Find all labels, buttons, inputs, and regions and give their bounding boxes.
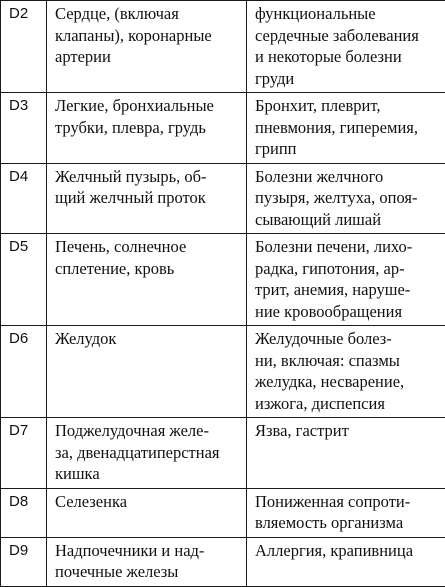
- vertebra-code: D6: [1, 326, 47, 418]
- diseases-cell: функциональные сердечные заболевания и некоторые болезни груди: [247, 1, 445, 93]
- diseases-cell: Бронхит, плеврит, пневмония, гиперемия, грипп: [247, 93, 445, 164]
- table-row: [1, 418, 445, 489]
- table-row: [1, 326, 445, 418]
- diseases-cell: Болезни печени, лихо- радка, гипотония, ар- трит, анемия, наруше- ние кровообращения: [247, 234, 445, 326]
- organs-cell: Селезенка: [47, 488, 247, 537]
- vertebra-code: D3: [1, 93, 47, 164]
- table-row: [1, 1, 445, 93]
- organs-cell: Печень, солнечное сплетение, кровь: [47, 234, 247, 326]
- organs-cell: Надпочечники и над- почечные железы: [47, 537, 247, 586]
- diseases-cell: Аллергия, крапивница: [247, 537, 445, 586]
- vertebra-code: D8: [1, 488, 47, 537]
- diseases-cell: Язва, гастрит: [247, 418, 445, 489]
- table-row: [1, 537, 445, 586]
- vertebra-code: D9: [1, 537, 47, 586]
- vertebra-code: D2: [1, 1, 47, 93]
- organs-cell: Поджелудочная желе- за, двенадцатиперстная кишка: [47, 418, 247, 489]
- table-row: [1, 488, 445, 537]
- organs-cell: Желчный пузырь, об- щий желчный проток: [47, 163, 247, 234]
- diseases-cell: Болезни желчного пузыря, желтуха, опоя- сывающий лишай: [247, 163, 445, 234]
- table-row: [1, 234, 445, 326]
- vertebra-code: D5: [1, 234, 47, 326]
- table-row: [1, 163, 445, 234]
- vertebra-code: D7: [1, 418, 47, 489]
- vertebra-code: D4: [1, 163, 47, 234]
- organs-cell: Сердце, (включая клапаны), коронарные артерии: [47, 1, 247, 93]
- diseases-cell: Желудочные болез- ни, включая: спазмы желудка, несварение, изжога, диспепсия: [247, 326, 445, 418]
- organs-cell: Легкие, бронхиальные трубки, плевра, грудь: [47, 93, 247, 164]
- organs-cell: Желудок: [47, 326, 247, 418]
- diseases-cell: Пониженная сопроти- вляемость организма: [247, 488, 445, 537]
- table-row: [1, 93, 445, 164]
